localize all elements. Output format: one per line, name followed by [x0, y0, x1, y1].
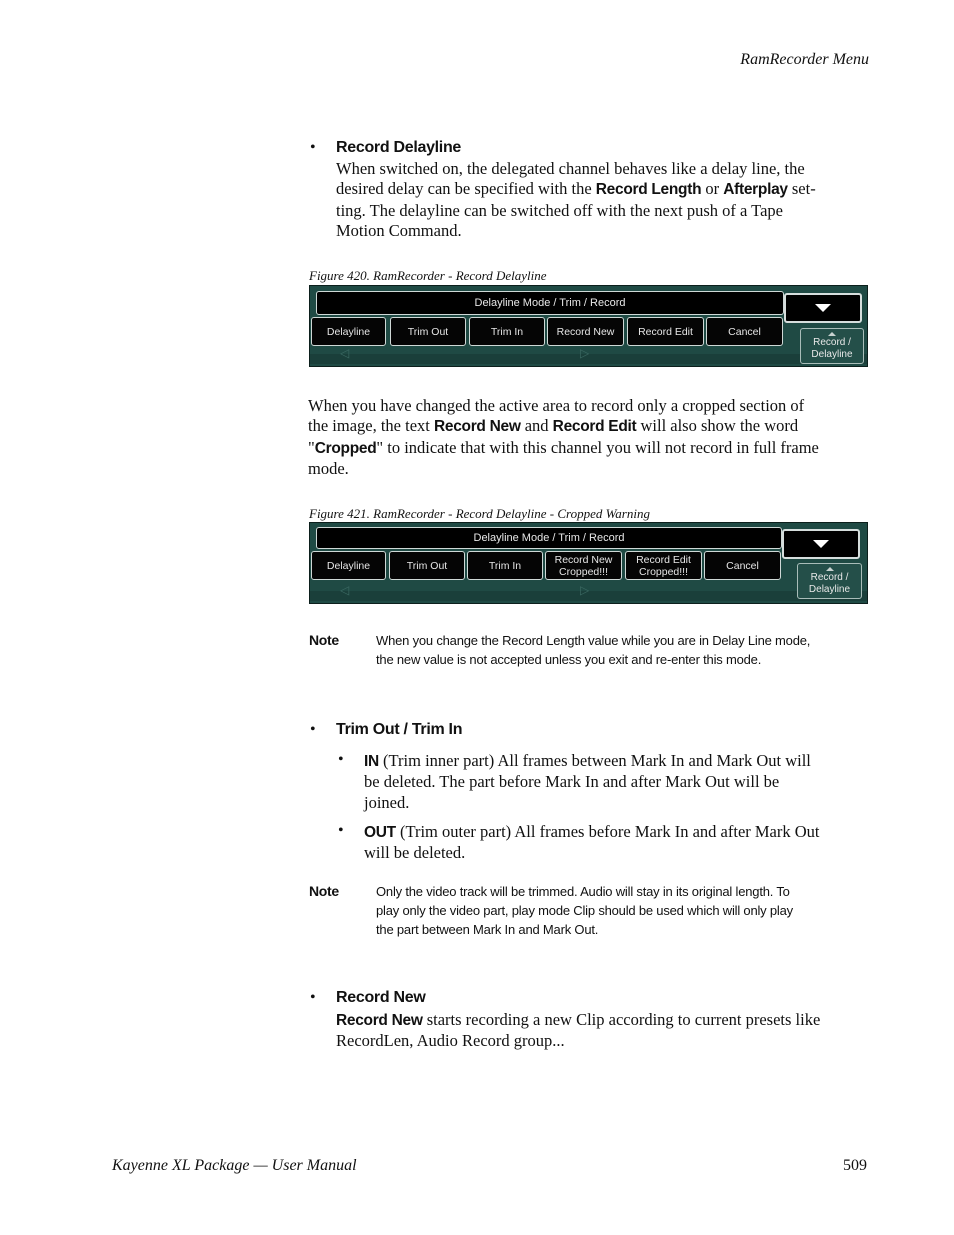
- bullet: •: [338, 751, 344, 768]
- button-label: Delayline: [808, 584, 851, 595]
- text-line: When you change the Record Length value while you are in Delay Line mode,: [376, 633, 811, 648]
- trim-out-paragraph: [364, 822, 876, 864]
- button-label: Cropped!!!: [558, 565, 609, 578]
- cancel-button[interactable]: Cancel: [706, 317, 783, 346]
- delayline-button[interactable]: Delayline: [311, 317, 386, 346]
- trim-out-button[interactable]: Trim Out: [389, 551, 465, 580]
- dropdown-button[interactable]: [782, 529, 860, 559]
- record-new-paragraph: [336, 1010, 876, 1052]
- button-label: Delayline: [811, 349, 853, 360]
- text-line: mode.: [308, 459, 349, 479]
- button-label: Record New: [554, 553, 613, 566]
- mode-title-bar: Delayline Mode / Trim / Record: [316, 291, 784, 315]
- text-line: desired delay can be specified with the Record Length or Afterplay set-: [336, 179, 816, 199]
- bullet: •: [338, 822, 344, 839]
- page-number: 509: [843, 1157, 867, 1174]
- chevron-down-icon: [815, 304, 831, 312]
- text-line: will be deleted.: [364, 843, 466, 863]
- record-edit-cropped-button[interactable]: [625, 551, 702, 580]
- section-title-record-delayline: Record Delayline: [336, 139, 462, 156]
- record-edit-button[interactable]: Record Edit: [627, 317, 704, 346]
- button-label: Record Edit: [636, 553, 691, 566]
- section-title-record-new: Record New: [336, 989, 426, 1006]
- running-header: RamRecorder Menu: [740, 51, 869, 68]
- trim-in-paragraph: [364, 751, 876, 813]
- text-line: RecordLen, Audio Record group...: [336, 1031, 565, 1051]
- record-new-cropped-button[interactable]: [545, 551, 622, 580]
- trim-in-button[interactable]: Trim In: [469, 317, 545, 346]
- dropdown-button[interactable]: [784, 293, 862, 323]
- text-line: the part between Mark In and Mark Out.: [376, 922, 599, 937]
- delayline-button[interactable]: Delayline: [311, 551, 386, 580]
- button-label: Record /: [810, 572, 849, 583]
- record-delayline-button[interactable]: [797, 563, 862, 599]
- note-label: Note: [309, 883, 339, 899]
- text-line: Motion Command.: [336, 221, 462, 241]
- arrow-up-icon: [826, 567, 834, 571]
- text-line: When you have changed the active area to record only a cropped section of: [308, 396, 805, 415]
- text-line: Only the video track will be trimmed. Audio will stay in its original length. To: [376, 884, 790, 899]
- text-line: When switched on, the delegated channel behaves like a delay line, the: [336, 159, 805, 178]
- trim-in-button[interactable]: Trim In: [467, 551, 543, 580]
- section-title-trim: Trim Out / Trim In: [336, 721, 463, 738]
- record-delayline-button[interactable]: [800, 328, 864, 364]
- button-label: Record /: [813, 337, 851, 348]
- cancel-button[interactable]: Cancel: [704, 551, 781, 580]
- figure-420-screenshot: ◁ ▷ Delayline Mode / Trim / Record Delayline Trim Out Trim In Record New Record Edit Cancel Record / Delayline: [309, 285, 868, 367]
- text-line: ting. The delayline can be switched off with the next push of a Tape: [336, 200, 783, 220]
- text-line: play only the video part, play mode Clip should be used which will only play: [376, 903, 793, 918]
- figure-caption: Figure 420. RamRecorder - Record Delayline: [309, 268, 547, 283]
- note-label: Note: [309, 632, 339, 648]
- cropped-paragraph: [308, 396, 878, 480]
- mode-title-bar: Delayline Mode / Trim / Record: [316, 527, 782, 549]
- text-line: Record New starts recording a new Clip according to current presets like: [336, 1010, 821, 1029]
- text-line: IN (Trim inner part) All frames between Mark In and Mark Out will: [364, 751, 811, 770]
- footer-title: Kayenne XL Package — User Manual: [112, 1157, 357, 1174]
- text-line: be deleted. The part before Mark In and after Mark Out will be: [364, 772, 780, 792]
- record-delayline-paragraph: [336, 159, 876, 242]
- figure-caption: Figure 421. RamRecorder - Record Delayline - Cropped Warning: [309, 506, 650, 521]
- bullet: •: [310, 721, 316, 738]
- text-line: the image, the text Record New and Record Edit will also show the word: [308, 416, 799, 436]
- chevron-down-icon: [813, 540, 829, 548]
- bullet: •: [310, 139, 316, 156]
- text-line: "Cropped" to indicate that with this channel you will not record in full frame: [308, 437, 819, 457]
- record-new-button[interactable]: Record New: [547, 317, 624, 346]
- text-line: the new value is not accepted unless you exit and re-enter this mode.: [376, 652, 762, 667]
- arrow-up-icon: [828, 332, 836, 336]
- trim-out-button[interactable]: Trim Out: [390, 317, 466, 346]
- note-text: [376, 631, 876, 669]
- text-line: joined.: [364, 792, 410, 812]
- button-label: Cropped!!!: [638, 565, 689, 578]
- note-text: [376, 882, 876, 939]
- text-line: OUT (Trim outer part) All frames before Mark In and after Mark Out: [364, 822, 820, 841]
- bullet: •: [310, 989, 316, 1006]
- figure-421-screenshot: ◁ ▷ Delayline Mode / Trim / Record Delayline Trim Out Trim In Record New Cropped!!! Record Edit Cropped!!! Cancel Record / Delayline: [309, 522, 868, 604]
